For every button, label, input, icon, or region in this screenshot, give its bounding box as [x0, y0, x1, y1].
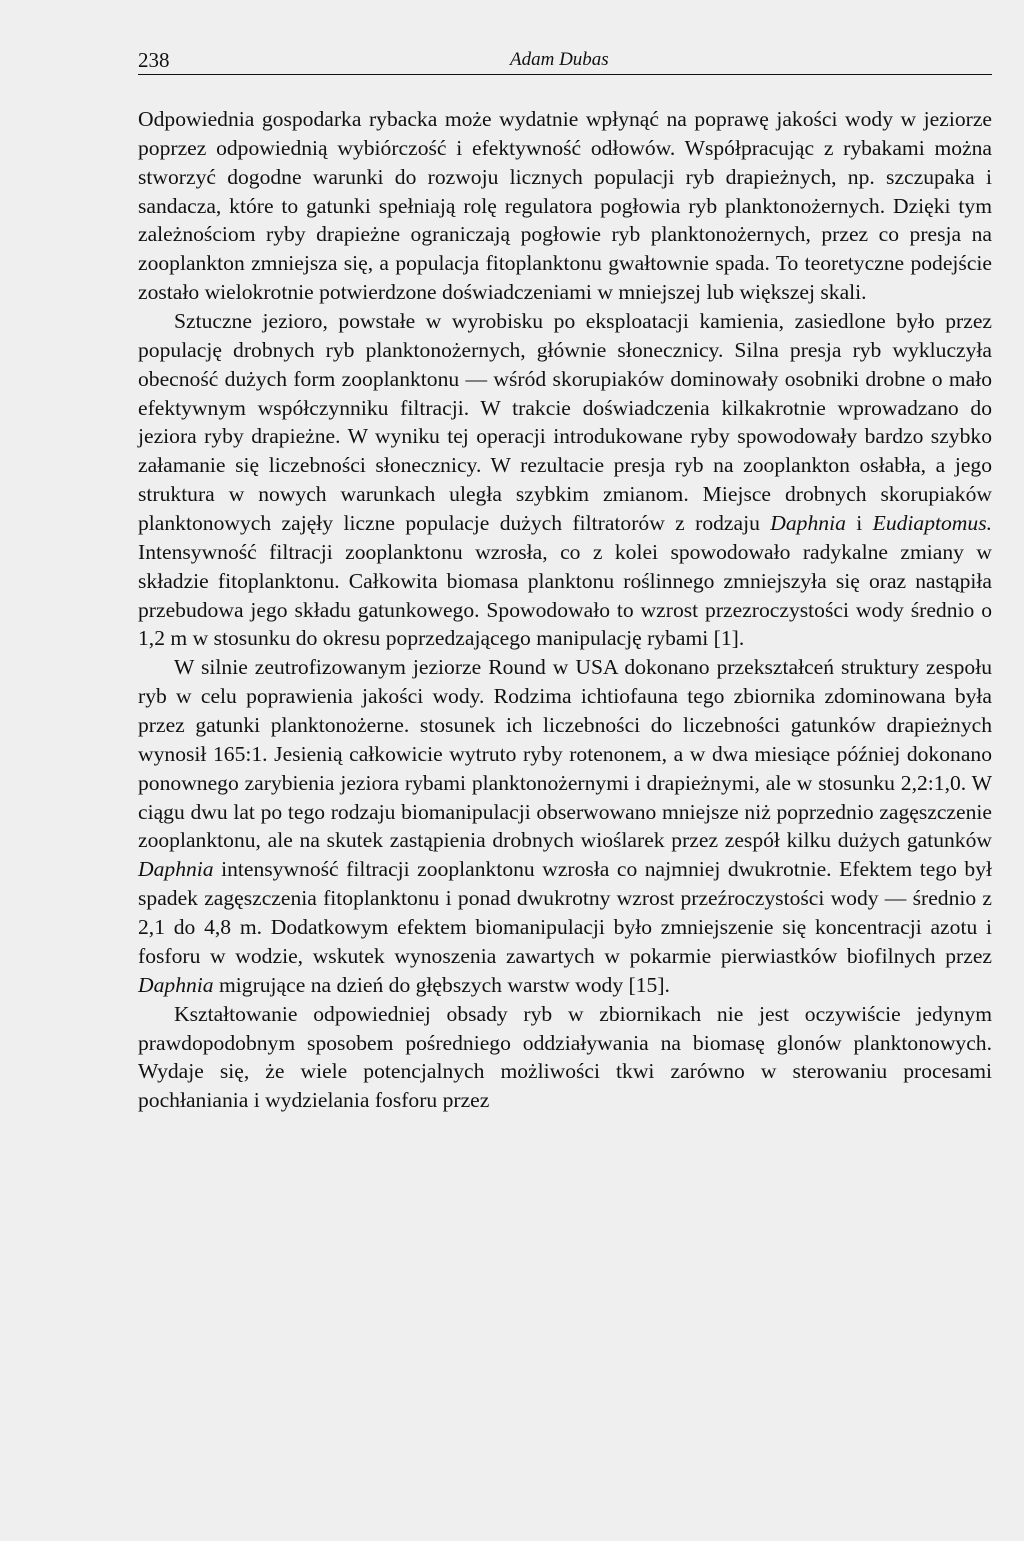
text-run: Sztuczne jezioro, powstałe w wyrobisku po eksploatacji kamienia, zasiedlone było przez populację drobnych ryb planktonożernych, głównie słonecznicy. Silna presja ryb wykluczyła obecność dużych form zooplanktonu — wśród skorupiaków dominowały osobniki drobne o mało efektywnym współczynniku filtracji. W trakcie doświadczenia kilkakrotnie wprowadzano do jeziora ryby drapieżne. W wyniku tej operacji introdukowane ryby spowodowały bardzo szybko załamanie się liczebności słonecznicy. W rezultacie presja ryb na zooplankton osłabła, a jego struktura w nowych warunkach uległa szybkim zmianom. Miejsce drobnych skorupiaków planktonowych zajęły liczne populacje dużych filtratorów z rodzaju — [138, 309, 992, 536]
text-run: migrujące na dzień do głębszych warstw wody [15]. — [213, 972, 670, 997]
book-page — [138, 44, 992, 1115]
text-run: i — [845, 511, 873, 536]
page-body — [138, 105, 992, 1115]
text-run: Intensywność filtracji zooplanktonu wzrosła, co z kolei spowodowało radykalne zmiany w składzie fitoplanktonu. Całkowita biomasa planktonu roślinnego zmniejszyła się oraz nastąpiła przebudowa jego składu gatunkowego. Spowodowało to wzrost przezroczystości wody średnio o 1,2 m w stosunku do okresu poprzedzającego manipulację rybami [1]. — [138, 539, 992, 651]
text-run: Kształtowanie odpowiedniej obsady ryb w zbiornikach nie jest oczywiście jedynym prawdopodobnym sposobem pośredniego oddziaływania na biomasę glonów planktonowych. Wydaje się, że wiele potencjalnych możliwości tkwi zarówno w sterowaniu procesami pochłaniania i wydzielania fosforu przez — [138, 1001, 992, 1113]
paragraph — [138, 307, 992, 653]
page-header — [138, 44, 992, 75]
italic-term: Daphnia — [138, 857, 214, 882]
italic-term: Daphnia — [770, 511, 846, 536]
running-head: Adam Dubas — [510, 49, 609, 70]
page-number: 238 — [138, 48, 170, 72]
text-run: Odpowiednia gospodarka rybacka może wydatnie wpłynąć na poprawę jakości wody w jeziorze poprzez odpowiednią wybiórczość i efektywność odłowów. Współpracując z rybakami można stworzyć dogodne warunki do rozwoju licznych populacji ryb drapieżnych, np. szczupaka i sandacza, które to gatunki spełniają rolę regulatora pogłowia ryb planktonożernych. Dzięki tym zależnościom ryby drapieżne ograniczają pogłowie ryb planktonożernych, przez co presja na zooplankton zmniejsza się, a populacja fitoplanktonu gwałtownie spada. To teoretyczne podejście zostało wielokrotnie potwierdzone doświadczeniami w mniejszej lub większej skali. — [138, 107, 992, 305]
text-run: intensywność filtracji zooplanktonu wzrosła co najmniej dwukrotnie. Efektem tego był spadek zagęszczenia fitoplanktonu i ponad dwukrotny wzrost przeźroczystości wody — średnio z 2,1 do 4,8 m. Dodatkowym efektem biomanipulacji było zmniejszenie się koncentracji azotu i fosforu w wodzie, wskutek wynoszenia zawartych w pokarmie pierwiastków biofilnych przez — [138, 857, 992, 968]
paragraph — [138, 653, 992, 999]
italic-term: Eudiaptomus. — [872, 511, 992, 536]
italic-term: Daphnia — [138, 972, 214, 997]
paragraph — [138, 1000, 992, 1115]
paragraph — [138, 105, 992, 307]
text-run: W silnie zeutrofizowanym jeziorze Round w USA dokonano przekształceń struktury zespołu ryb w celu poprawienia jakości wody. Rodzima ichtiofauna tego zbiornika zdominowana była przez gatunki planktonożerne. stosunek ich liczebności do liczebności gatunków drapieżnych wynosił 165:1. Jesienią całkowicie wytruto ryby rotenonem, a w dwa miesiące później dokonano ponownego zarybienia jeziora rybami planktonożernymi i drapieżnymi, ale w stosunku 2,2:1,0. W ciągu dwu lat po tego rodzaju biomanipulacji obserwowano mniejsze niż poprzednio zagęszczenie zooplanktonu, ale na skutek zastąpienia drobnych wioślarek przez zespół kilku dużych gatunków — [138, 655, 992, 853]
